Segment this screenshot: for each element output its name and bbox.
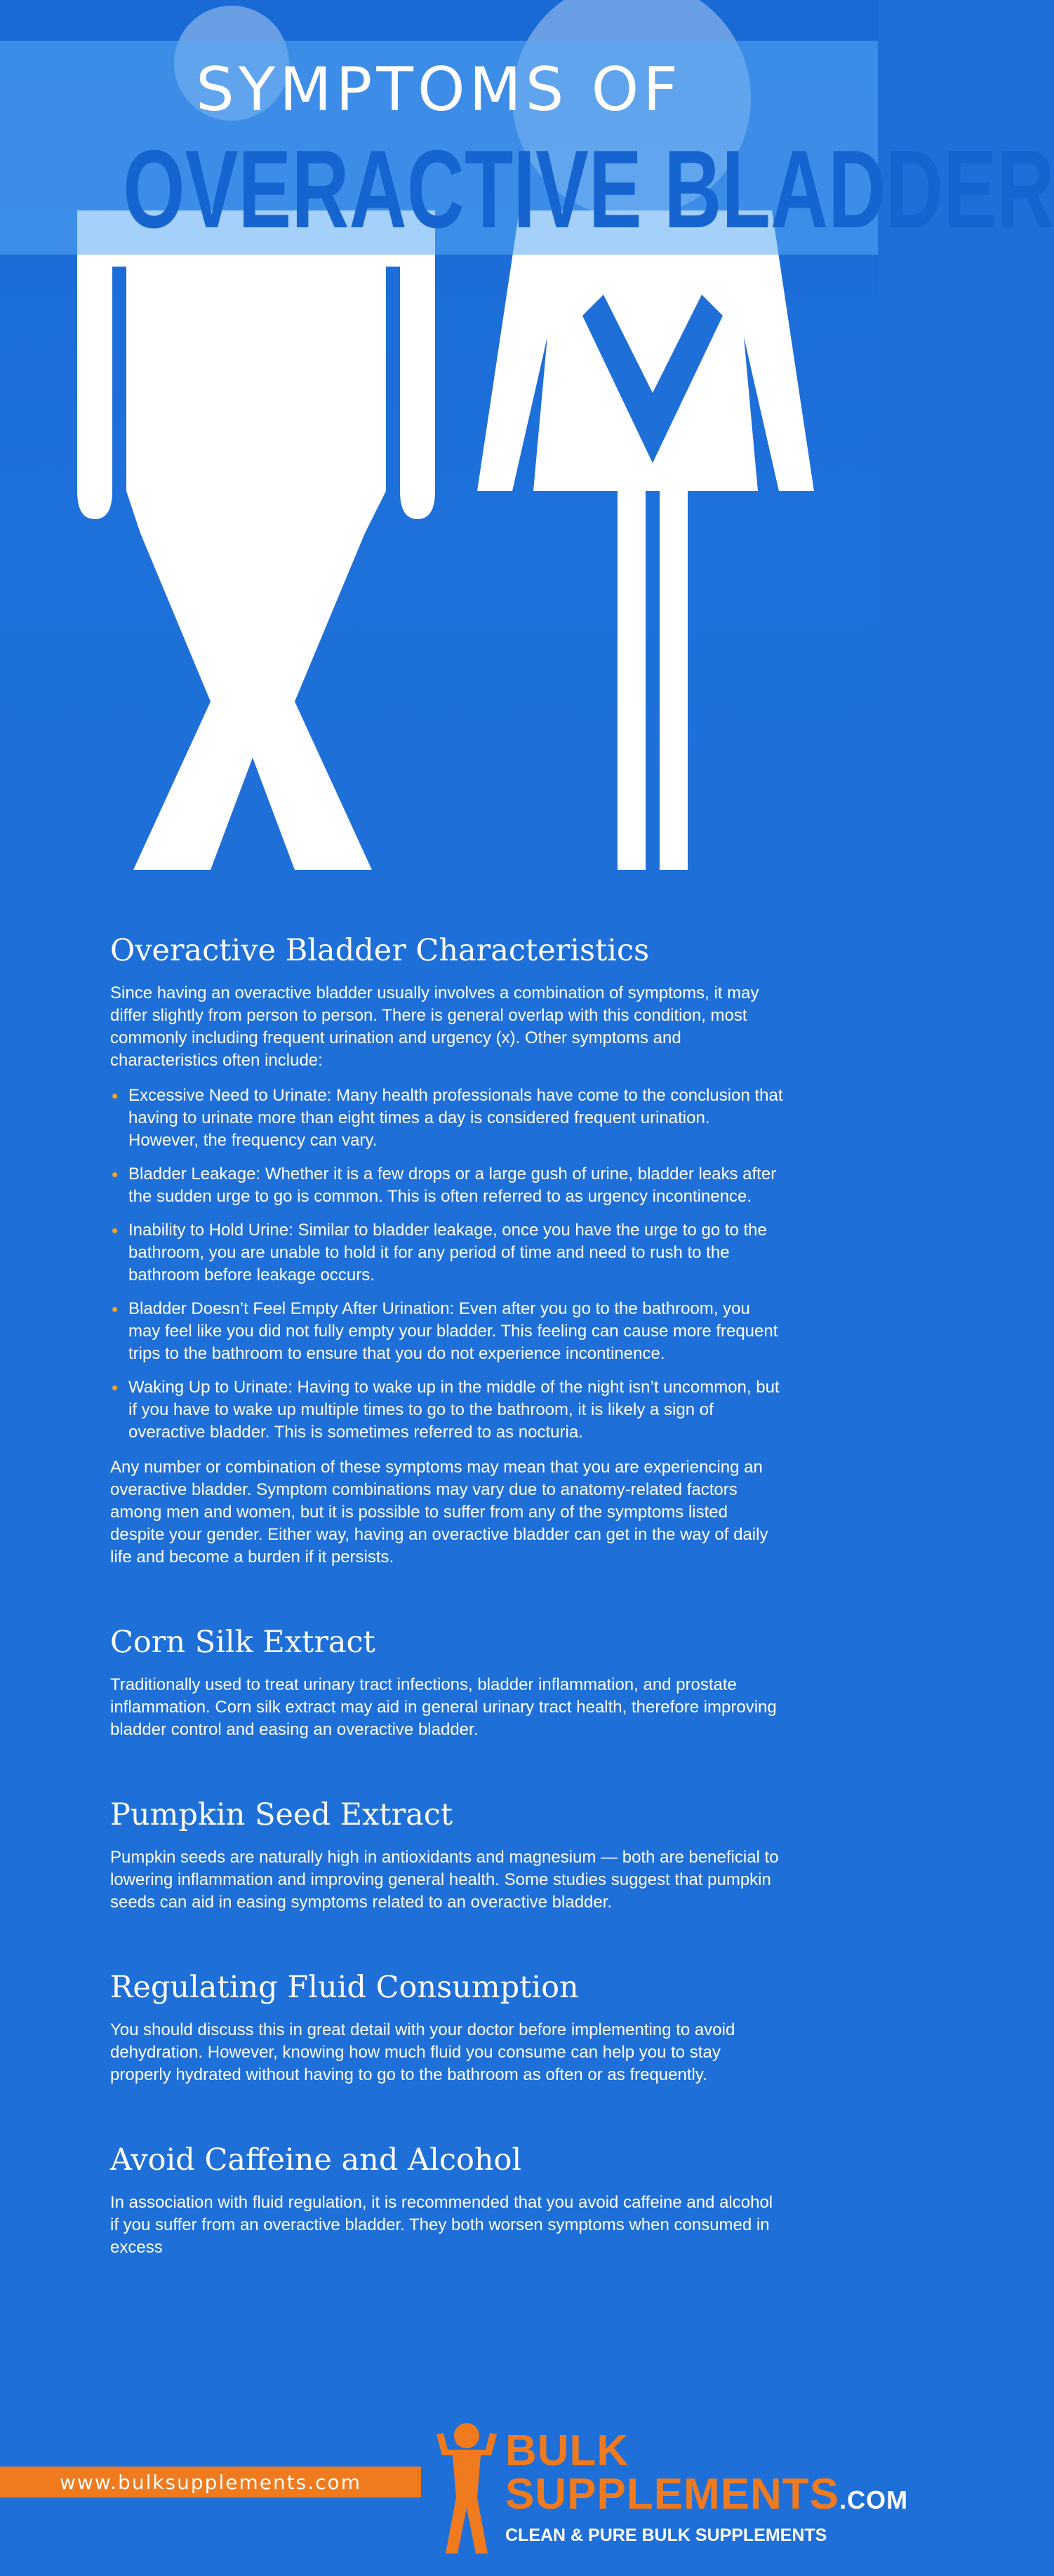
footer	[0, 2406, 909, 2576]
list-item: • Inability to Hold Urine: Similar to bladder leakage, once you have the urge to go to the bathroom, you are unable to hold it for any period of time and need to rush to the bathroom before leakage occurs.	[112, 1220, 767, 1284]
section-heading: Corn Silk Extract	[110, 1625, 375, 1660]
section-heading: Regulating Fluid Consumption	[110, 1970, 579, 2005]
section-text: In association with fluid regulation, it is recommended that you avoid caffeine and alcohol if you suffer from an overactive bladder. They both worsen symptoms when consumed in excess	[110, 2193, 773, 2257]
page-title-line1: SYMPTOMS OF	[196, 55, 682, 125]
bullet-dot-icon: •	[112, 1085, 119, 1106]
section-intro: Since having an overactive bladder usually involves a combination of symptoms, it may differ slightly from person to person. There is general overlap with this condition, most commonly including frequent urination and urgency (x). Other symptoms and characteristics often include:	[110, 984, 759, 1070]
website-link[interactable]	[0, 2467, 421, 2497]
logo-tagline: CLEAN & PURE BULK SUPPLEMENTS	[505, 2525, 827, 2545]
bullet-dot-icon: •	[112, 1299, 119, 1320]
bullet-dot-icon: •	[112, 1377, 119, 1398]
section-pumpkin-seed	[110, 1797, 784, 1914]
section-text: Pumpkin seeds are naturally high in antioxidants and magnesium — both are beneficial to lowering inflammation and improving general health. Some studies suggest that pumpkin seeds can aid in easing symptoms related to an overactive bladder.	[110, 1848, 779, 1912]
bullet-dot-icon: •	[112, 1164, 119, 1185]
section-caffeine	[110, 2142, 784, 2259]
section-text: Traditionally used to treat urinary tract infections, bladder inflammation, and prostate inflammation. Corn silk extract may aid in general urinary tract health, therefore improving bladder control and easing an overactive bladder.	[110, 1675, 777, 1739]
section-heading: Pumpkin Seed Extract	[110, 1797, 453, 1832]
page-title-line2: OVERACTIVE BLADDER	[123, 128, 1054, 251]
list-item: • Bladder Doesn’t Feel Empty After Urination: Even after you go to the bathroom, you may feel like you did not fully empty your bladder. This feeling can cause more frequent trips to the bathroom to ensure that you do not experience incontinence.	[112, 1299, 778, 1363]
logo-supplements-text: SUPPLEMENTS.COM	[505, 2470, 909, 2518]
section-outro: Any number or combination of these symptoms may mean that you are experiencing an overactive bladder. Symptom combinations may vary due to anatomy-related factors among men and women, but it is possible to suffer from any of the symptoms listed despite your gender. Either way, having an overactive bladder can get in the way of daily life and become a burden if it persists.	[110, 1458, 768, 1567]
section-fluid	[110, 1970, 784, 2086]
list-item: • Waking Up to Urinate: Having to wake up in the middle of the night isn’t uncommon, but if you have to wake up multiple times to go to the bathroom, it is likely a sign of overactive bladder. This is sometimes referred to as nocturia.	[112, 1377, 780, 1442]
logo-bulk-text: BULK	[505, 2427, 629, 2475]
list-item: • Excessive Need to Urinate: Many health professionals have come to the conclusion that having to urinate more than eight times a day is considered frequent urination. However, the frequency can vary.	[112, 1085, 783, 1150]
hero-illustration	[0, 0, 1054, 870]
list-item: • Bladder Leakage: Whether it is a few drops or a large gush of urine, bladder leaks after the sudden urge to go is common. This is often referred to as urgency incontinence.	[112, 1164, 777, 1206]
logo-com-text: .COM	[839, 2486, 909, 2514]
brand-logo	[435, 2420, 909, 2561]
section-heading: Overactive Bladder Characteristics	[110, 933, 650, 968]
section-text: You should discuss this in great detail with your doctor before implementing to avoid dehydration. However, knowing how much fluid you consume can help you to stay properly hydrated without having to go to the bathroom as often or as frequently.	[110, 2020, 735, 2084]
section-characteristics	[110, 933, 784, 1569]
athlete-logo-icon	[435, 2420, 498, 2561]
bullet-dot-icon: •	[112, 1220, 119, 1241]
main-content	[110, 933, 784, 2315]
symptom-list	[110, 1085, 784, 1444]
website-url[interactable]: www.bulksupplements.com	[60, 2470, 361, 2494]
section-corn-silk	[110, 1625, 784, 1741]
section-heading: Avoid Caffeine and Alcohol	[110, 2142, 522, 2178]
